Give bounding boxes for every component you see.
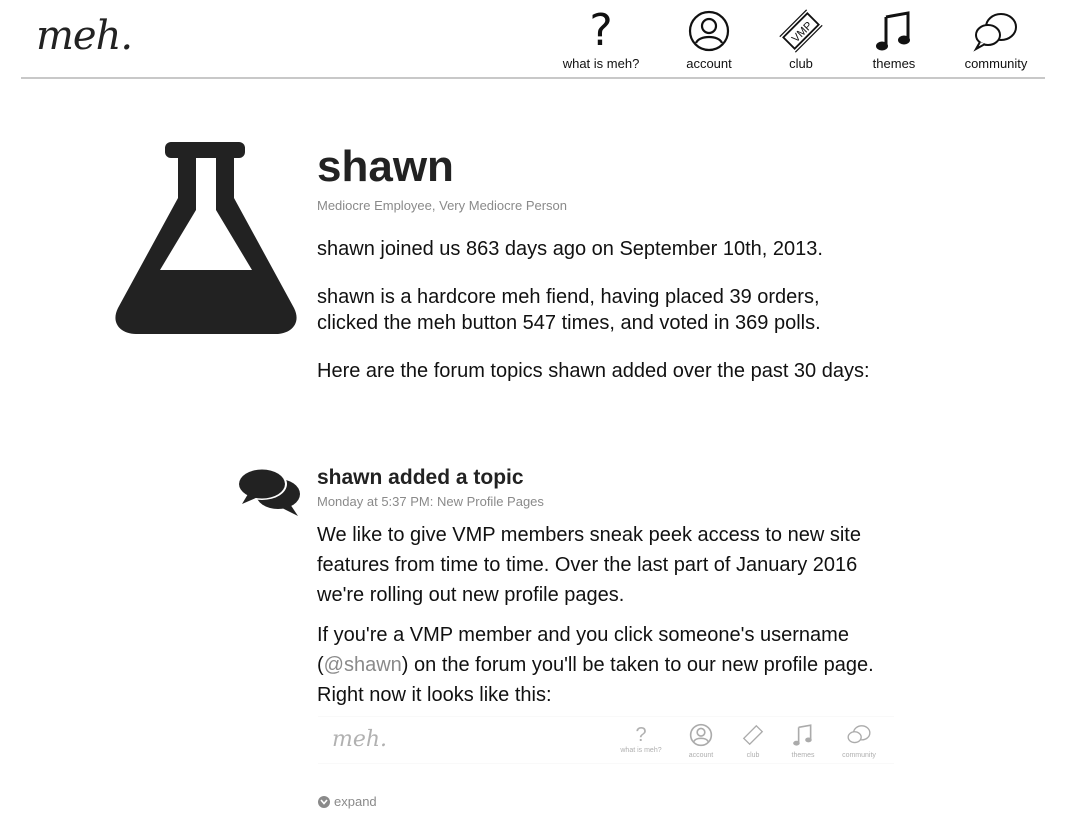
preview-nav-label: club <box>746 752 760 759</box>
nav-label: what is meh? <box>562 56 640 71</box>
profile-username: shawn <box>317 142 454 191</box>
music-note-icon <box>791 723 815 747</box>
preview-nav-item <box>778 723 828 759</box>
nav-what-is-meh[interactable] <box>556 6 646 71</box>
joined-text: shawn joined us 863 days ago on September 10th, 2013. <box>317 238 823 260</box>
speech-bubbles-icon <box>846 723 872 747</box>
vmp-badge-text: VMP <box>789 19 816 46</box>
preview-nav-item <box>728 723 778 759</box>
preview-nav-item <box>676 723 726 759</box>
nav-club[interactable] <box>756 6 846 71</box>
user-mention-link[interactable]: @shawn <box>323 654 402 676</box>
nav-label: club <box>789 56 813 71</box>
expand-button[interactable] <box>318 794 377 809</box>
nav-label: account <box>686 56 732 71</box>
activity-time: Monday at 5:37 PM <box>317 494 430 509</box>
preview-nav-label: themes <box>791 752 815 759</box>
topic-link[interactable]: New Profile Pages <box>436 494 544 509</box>
speech-bubbles-icon <box>972 9 1020 53</box>
preview-nav-label: account <box>688 752 714 759</box>
activity-meta: Monday at 5:37 PM: New Profile Pages <box>317 494 544 509</box>
vmp-badge-icon <box>778 8 824 54</box>
stats-text: shawn is a hardcore meh fiend, having placed 39 orders, clicked the meh button 547 times, and voted in 369 polls. <box>317 286 821 334</box>
account-icon <box>687 9 731 53</box>
site-header <box>21 0 1045 79</box>
body-text-segment: If you're a VMP member and you click someone's username ( <box>317 624 849 676</box>
preview-nav-item <box>616 723 666 754</box>
preview-logo: meh. <box>332 727 388 752</box>
question-mark-icon: ? <box>635 724 647 746</box>
account-icon <box>689 723 713 747</box>
topics-intro: Here are the forum topics shawn added over the past 30 days: <box>317 360 870 382</box>
chat-bubbles-icon <box>236 466 302 518</box>
activity-title: shawn added a topic <box>317 466 524 489</box>
profile-page-preview-image <box>318 716 894 764</box>
meh-logo[interactable]: meh. <box>36 13 133 59</box>
profile-rank: Mediocre Employee, Very Mediocre Person <box>317 198 568 213</box>
body-text-segment: ) on the forum you'll be taken to our new profile page. Right now it looks like this: <box>317 654 874 706</box>
flask-avatar-icon <box>112 140 300 336</box>
expand-label: expand <box>334 794 377 809</box>
nav-account[interactable] <box>664 6 754 71</box>
topic-body-paragraph: We like to give VMP members sneak peek access to new site features from time to time. Over the last part of January 2016 we're rolling out new profile pages. <box>317 524 861 606</box>
chevron-down-icon <box>318 796 330 808</box>
nav-community[interactable] <box>951 6 1041 71</box>
nav-label: community <box>964 56 1028 71</box>
preview-nav-label: community <box>842 752 876 759</box>
preview-nav-item <box>834 723 884 759</box>
music-note-icon <box>874 9 914 53</box>
nav-label: themes <box>872 56 916 71</box>
nav-themes[interactable] <box>849 6 939 71</box>
vmp-badge-icon <box>741 723 765 747</box>
question-mark-icon: ? <box>589 5 613 56</box>
preview-nav-label: what is meh? <box>620 747 662 754</box>
topic-body-paragraph <box>317 620 897 710</box>
